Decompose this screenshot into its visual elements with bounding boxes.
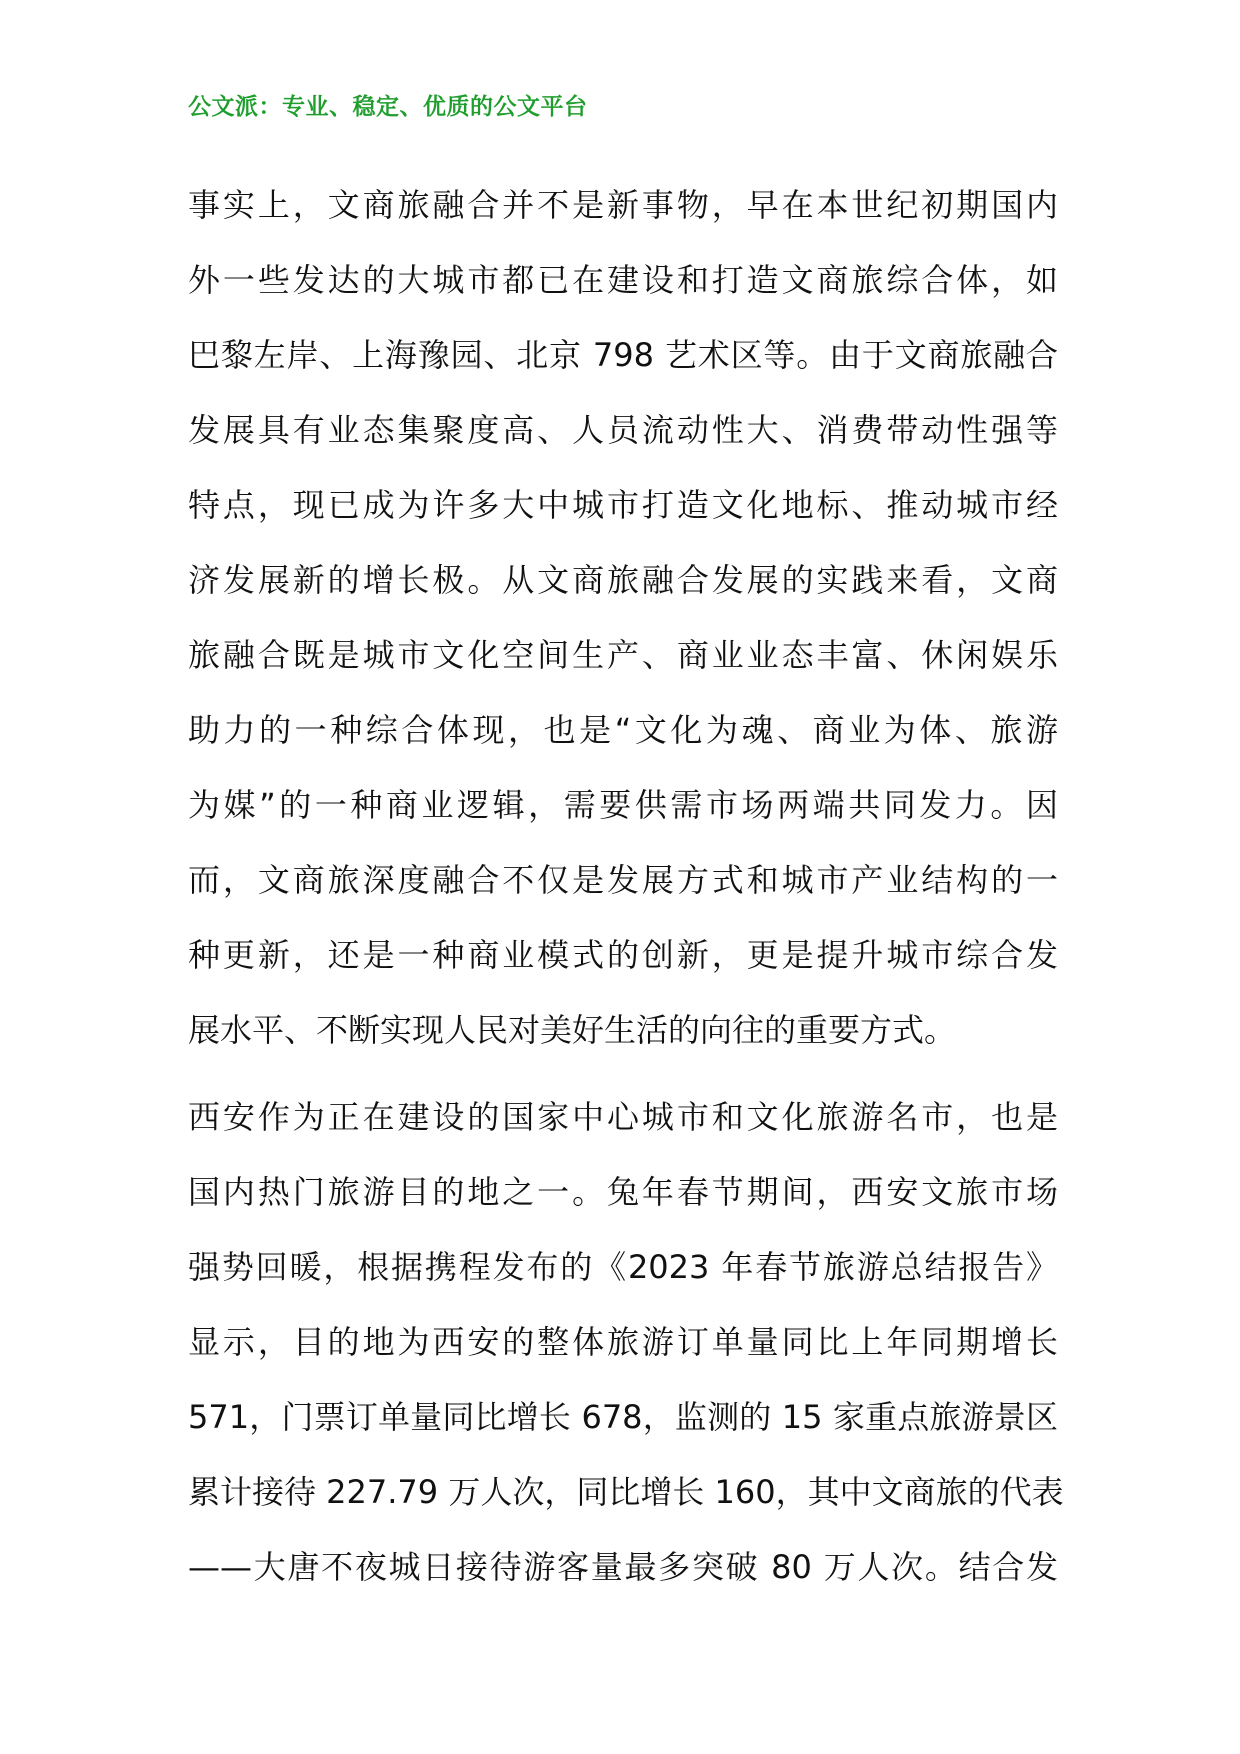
document-body [188,168,1064,1605]
text-line: 显示，目的地为西安的整体旅游订单量同比上年同期增长 [188,1323,1058,1361]
text-line: 事实上，文商旅融合并不是新事物，早在本世纪初期国内 [188,186,1058,224]
text-line: 旅融合既是城市文化空间生产、商业业态丰富、休闲娱乐 [188,636,1058,674]
paragraph-1 [188,168,1058,1068]
text-line: 571，门票订单量同比增长 678，监测的 15 家重点旅游景区 [188,1398,1058,1436]
text-line: 而，文商旅深度融合不仅是发展方式和城市产业结构的一 [188,861,1058,899]
text-line: 助力的一种综合体现，也是“文化为魂、商业为体、旅游 [188,711,1058,749]
text-line: 西安作为正在建设的国家中心城市和文化旅游名市，也是 [188,1098,1058,1136]
text-line: 为媒”的一种商业逻辑，需要供需市场两端共同发力。因 [188,786,1058,824]
text-line: ——大唐不夜城日接待游客量最多突破 80 万人次。结合发 [188,1548,1058,1586]
text-line: 国内热门旅游目的地之一。兔年春节期间，西安文旅市场 [188,1173,1058,1211]
text-line: 外一些发达的大城市都已在建设和打造文商旅综合体，如 [188,261,1058,299]
text-line: 济发展新的增长极。从文商旅融合发展的实践来看，文商 [188,561,1058,599]
paragraph-2 [188,1080,1064,1605]
text-line: 种更新，还是一种商业模式的创新，更是提升城市综合发 [188,936,1058,974]
text-line: 巴黎左岸、上海豫园、北京 798 艺术区等。由于文商旅融合 [188,336,1058,374]
text-line: 展水平、不断实现人民对美好生活的向往的重要方式。 [188,1011,957,1049]
text-line: 特点，现已成为许多大中城市打造文化地标、推动城市经 [188,486,1058,524]
text-line: 累计接待 227.79 万人次，同比增长 160，其中文商旅的代表 [188,1473,1064,1511]
page-header: 公文派：专业、稳定、优质的公文平台 [188,94,588,120]
text-line: 强势回暖，根据携程发布的《2023 年春节旅游总结报告》 [188,1248,1058,1286]
text-line: 发展具有业态集聚度高、人员流动性大、消费带动性强等 [188,411,1058,449]
